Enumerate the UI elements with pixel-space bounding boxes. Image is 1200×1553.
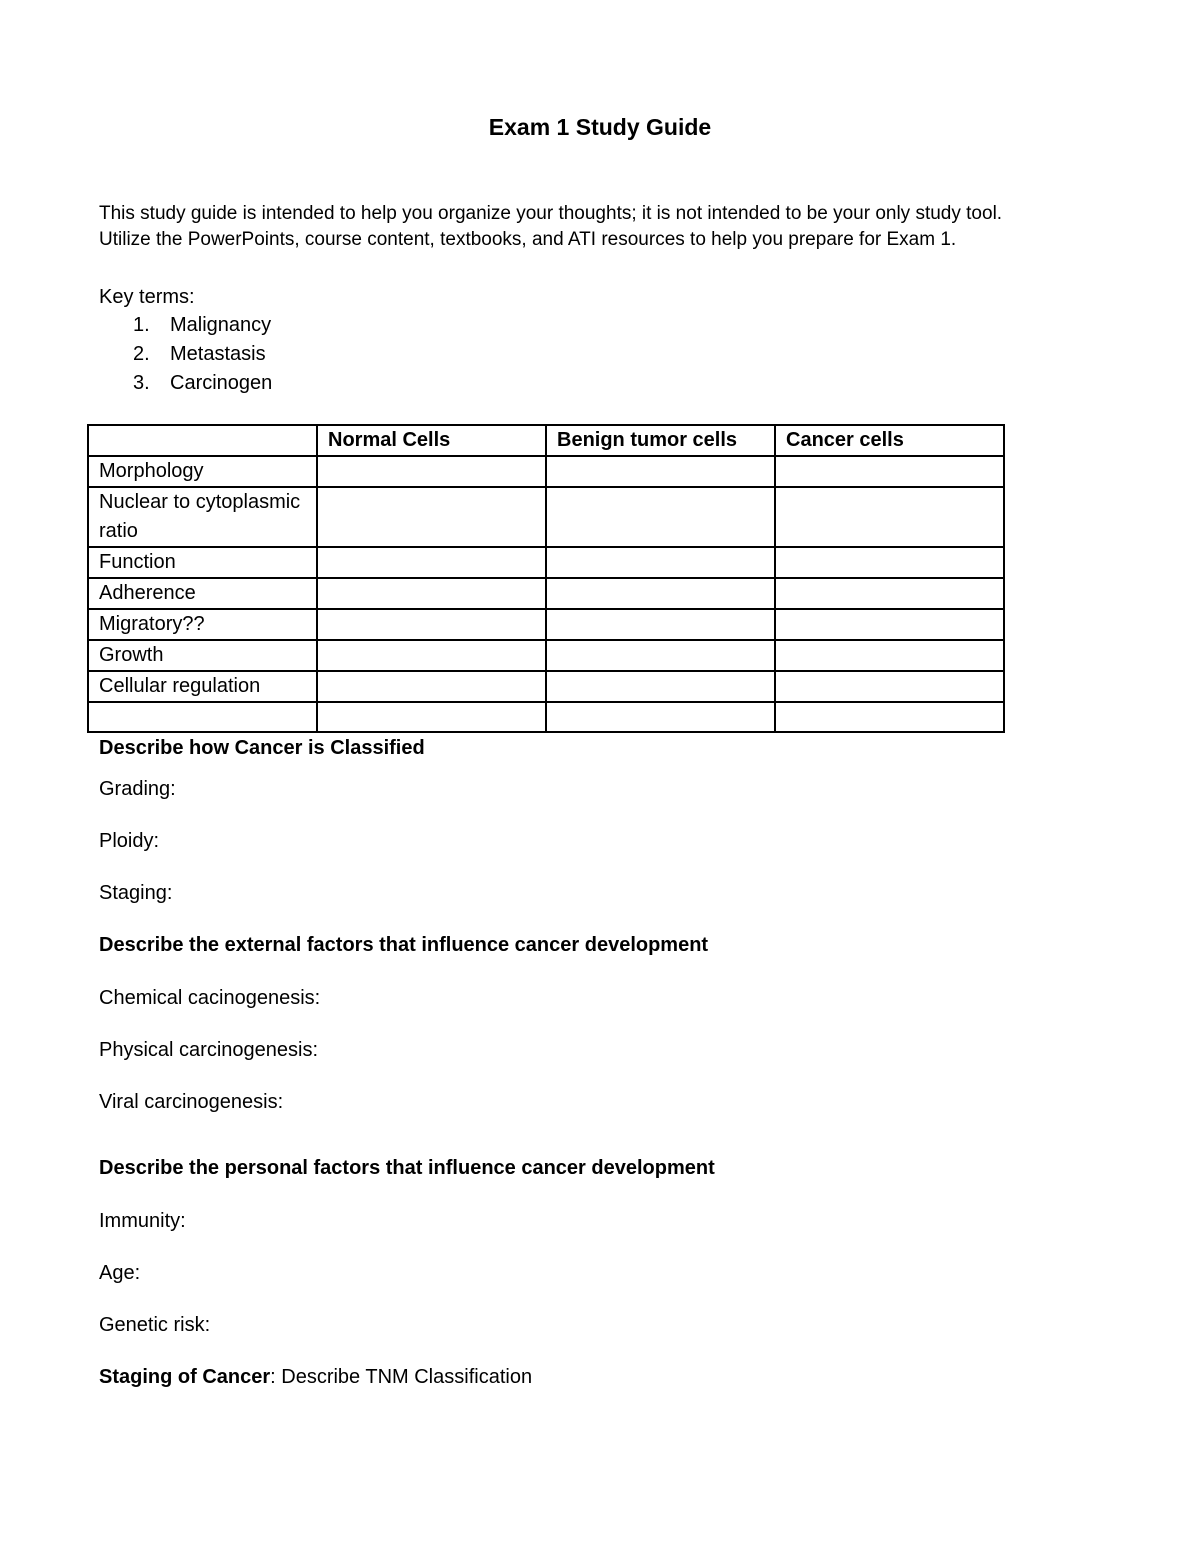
table-cell xyxy=(546,487,775,547)
list-number: 2. xyxy=(133,343,150,365)
table-cell xyxy=(317,547,546,578)
genetic-risk-label: Genetic risk: xyxy=(99,1314,211,1336)
age-label: Age: xyxy=(99,1262,141,1284)
key-term: Malignancy xyxy=(170,314,272,336)
tnm-text: : Describe TNM Classification xyxy=(270,1366,533,1388)
table-row xyxy=(88,609,1004,640)
table-row xyxy=(88,456,1004,487)
staging-label: Staging: xyxy=(99,882,173,904)
table-cell xyxy=(546,456,775,487)
ploidy-label: Ploidy: xyxy=(99,830,160,852)
tnm-prompt xyxy=(99,1363,532,1391)
table-cell xyxy=(317,609,546,640)
row-label: Morphology xyxy=(88,456,317,487)
table-row xyxy=(88,671,1004,702)
table-cell xyxy=(546,578,775,609)
table-cell xyxy=(546,671,775,702)
table-header-cell xyxy=(88,425,317,456)
table-row xyxy=(88,487,1004,547)
row-label: Growth xyxy=(88,640,317,671)
table-cell xyxy=(317,578,546,609)
table-header-cell: Benign tumor cells xyxy=(546,425,775,456)
table-cell xyxy=(317,640,546,671)
table-cell xyxy=(775,640,1004,671)
table-cell xyxy=(775,456,1004,487)
external-factors-heading: Describe the external factors that influence cancer development xyxy=(99,934,709,956)
table-cell xyxy=(775,578,1004,609)
row-label: Function xyxy=(88,547,317,578)
viral-label: Viral carcinogenesis: xyxy=(99,1091,284,1113)
table-row xyxy=(88,640,1004,671)
list-number: 3. xyxy=(133,372,150,394)
row-label xyxy=(88,702,317,732)
table-row xyxy=(88,578,1004,609)
table-cell xyxy=(775,609,1004,640)
table-header-cell: Cancer cells xyxy=(775,425,1004,456)
row-label: Adherence xyxy=(88,578,317,609)
table-cell xyxy=(317,487,546,547)
classification-heading: Describe how Cancer is Classified xyxy=(99,737,425,759)
key-term: Carcinogen xyxy=(170,372,273,394)
table-cell xyxy=(317,671,546,702)
immunity-label: Immunity: xyxy=(99,1210,186,1232)
tnm-heading: Staging of Cancer xyxy=(99,1366,271,1388)
table-header-cell: Normal Cells xyxy=(317,425,546,456)
key-term: Metastasis xyxy=(170,343,266,365)
grading-label: Grading: xyxy=(99,778,176,800)
intro-line-2: Utilize the PowerPoints, course content, textbooks, and ATI resources to help you prepare for Exam 1. xyxy=(99,229,957,250)
intro-line-1: This study guide is intended to help you organize your thoughts; it is not intended to be your only study tool. xyxy=(99,203,1003,224)
row-label: Migratory?? xyxy=(88,609,317,640)
table-cell xyxy=(546,547,775,578)
physical-label: Physical carcinogenesis: xyxy=(99,1039,318,1061)
chemical-label: Chemical cacinogenesis: xyxy=(99,987,321,1009)
table-cell xyxy=(775,487,1004,547)
table-cell xyxy=(775,671,1004,702)
table-header-row xyxy=(88,425,1004,456)
row-label: Cellular regulation xyxy=(88,671,317,702)
list-number: 1. xyxy=(133,314,150,336)
key-terms-label: Key terms: xyxy=(99,286,195,308)
table-cell xyxy=(546,702,775,732)
table-cell xyxy=(775,702,1004,732)
cell-comparison-table xyxy=(87,424,1005,733)
table-cell xyxy=(775,547,1004,578)
table-cell xyxy=(546,609,775,640)
table-row xyxy=(88,547,1004,578)
personal-factors-heading: Describe the personal factors that influence cancer development xyxy=(99,1157,715,1179)
table-cell xyxy=(317,702,546,732)
table-cell xyxy=(317,456,546,487)
intro-paragraph xyxy=(99,201,1079,253)
row-label: Nuclear to cytoplasmic ratio xyxy=(88,487,317,547)
page-title: Exam 1 Study Guide xyxy=(488,114,712,140)
table-cell xyxy=(546,640,775,671)
table-row xyxy=(88,702,1004,732)
